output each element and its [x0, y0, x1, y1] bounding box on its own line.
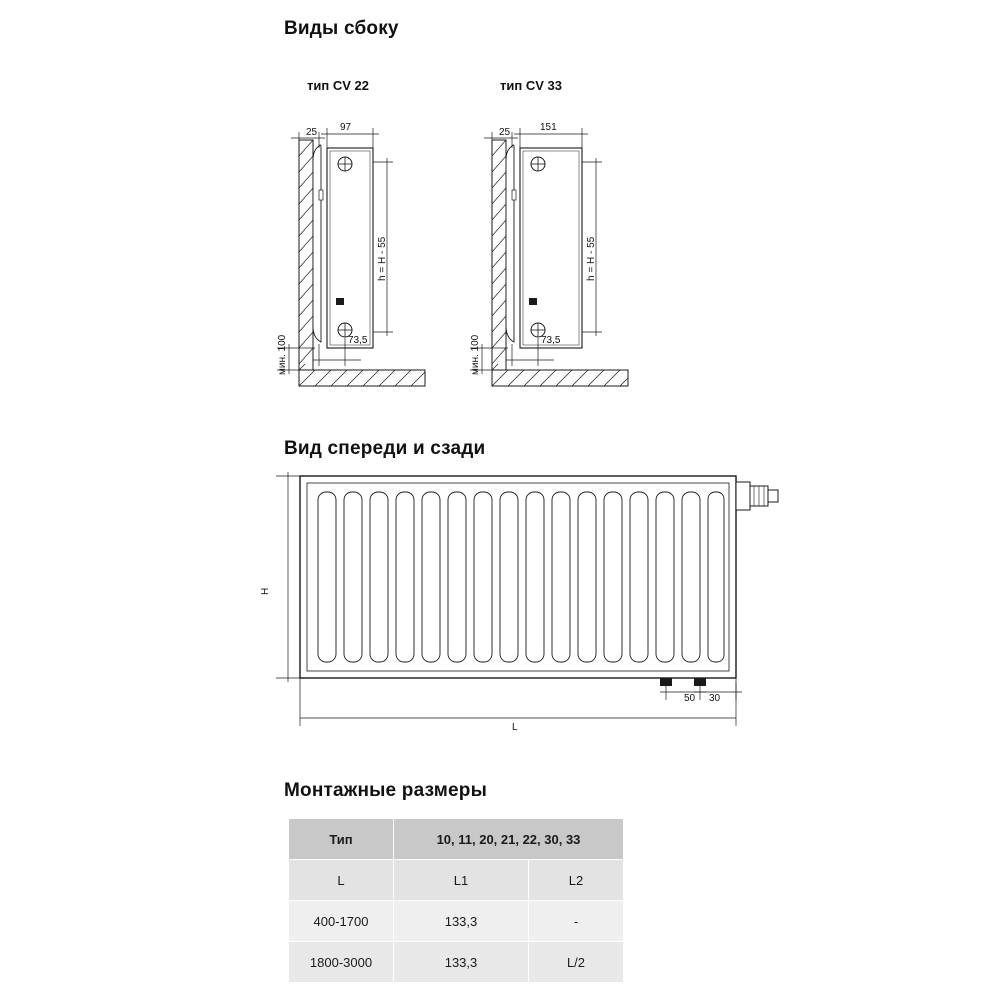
- cell-l2: -: [529, 901, 624, 942]
- dim-front-offset1: 50: [684, 693, 696, 704]
- table-row: [289, 942, 624, 983]
- table-row: [289, 901, 624, 942]
- cell-l1: 133,3: [394, 901, 529, 942]
- dim-cv33-bottom: 73,5: [541, 335, 561, 346]
- header-cell-type: Тип: [289, 819, 394, 860]
- dim-cv33-gap: 25: [499, 127, 511, 138]
- dim-cv22-height: h = H - 55: [377, 236, 388, 281]
- side-view-drawing-cv33: [468, 118, 678, 398]
- cell-l: 400-1700: [289, 901, 394, 942]
- subheader-cell-l1: L1: [394, 860, 529, 901]
- dim-front-length: L: [512, 722, 518, 733]
- front-view-drawing: [262, 468, 802, 758]
- cell-l: 1800-3000: [289, 942, 394, 983]
- front-view-title: Вид спереди и сзади: [284, 438, 486, 459]
- cell-l2: L/2: [529, 942, 624, 983]
- dim-cv22-wall-min: мин. 100: [277, 334, 288, 375]
- side-view-label-cv33: тип CV 33: [500, 78, 562, 93]
- mounting-dimensions-table: [288, 818, 624, 983]
- dim-front-height: H: [260, 587, 271, 595]
- dim-cv22-depth: 97: [340, 122, 352, 133]
- table-subheader-row: [289, 860, 624, 901]
- subheader-cell-l: L: [289, 860, 394, 901]
- header-cell-types-list: 10, 11, 20, 21, 22, 30, 33: [394, 819, 624, 860]
- dim-front-offset2: 30: [709, 693, 721, 704]
- dim-cv22-bottom: 73,5: [348, 335, 368, 346]
- side-views-title: Виды сбоку: [284, 18, 399, 39]
- dim-cv33-depth: 151: [540, 122, 557, 133]
- cell-l1: 133,3: [394, 942, 529, 983]
- table-header-row: [289, 819, 624, 860]
- subheader-cell-l2: L2: [529, 860, 624, 901]
- dim-cv33-height: h = H - 55: [586, 236, 597, 281]
- dim-cv33-wall-min: мин. 100: [470, 334, 481, 375]
- mounting-title: Монтажные размеры: [284, 780, 488, 801]
- dim-cv22-gap: 25: [306, 127, 318, 138]
- side-view-label-cv22: тип CV 22: [307, 78, 369, 93]
